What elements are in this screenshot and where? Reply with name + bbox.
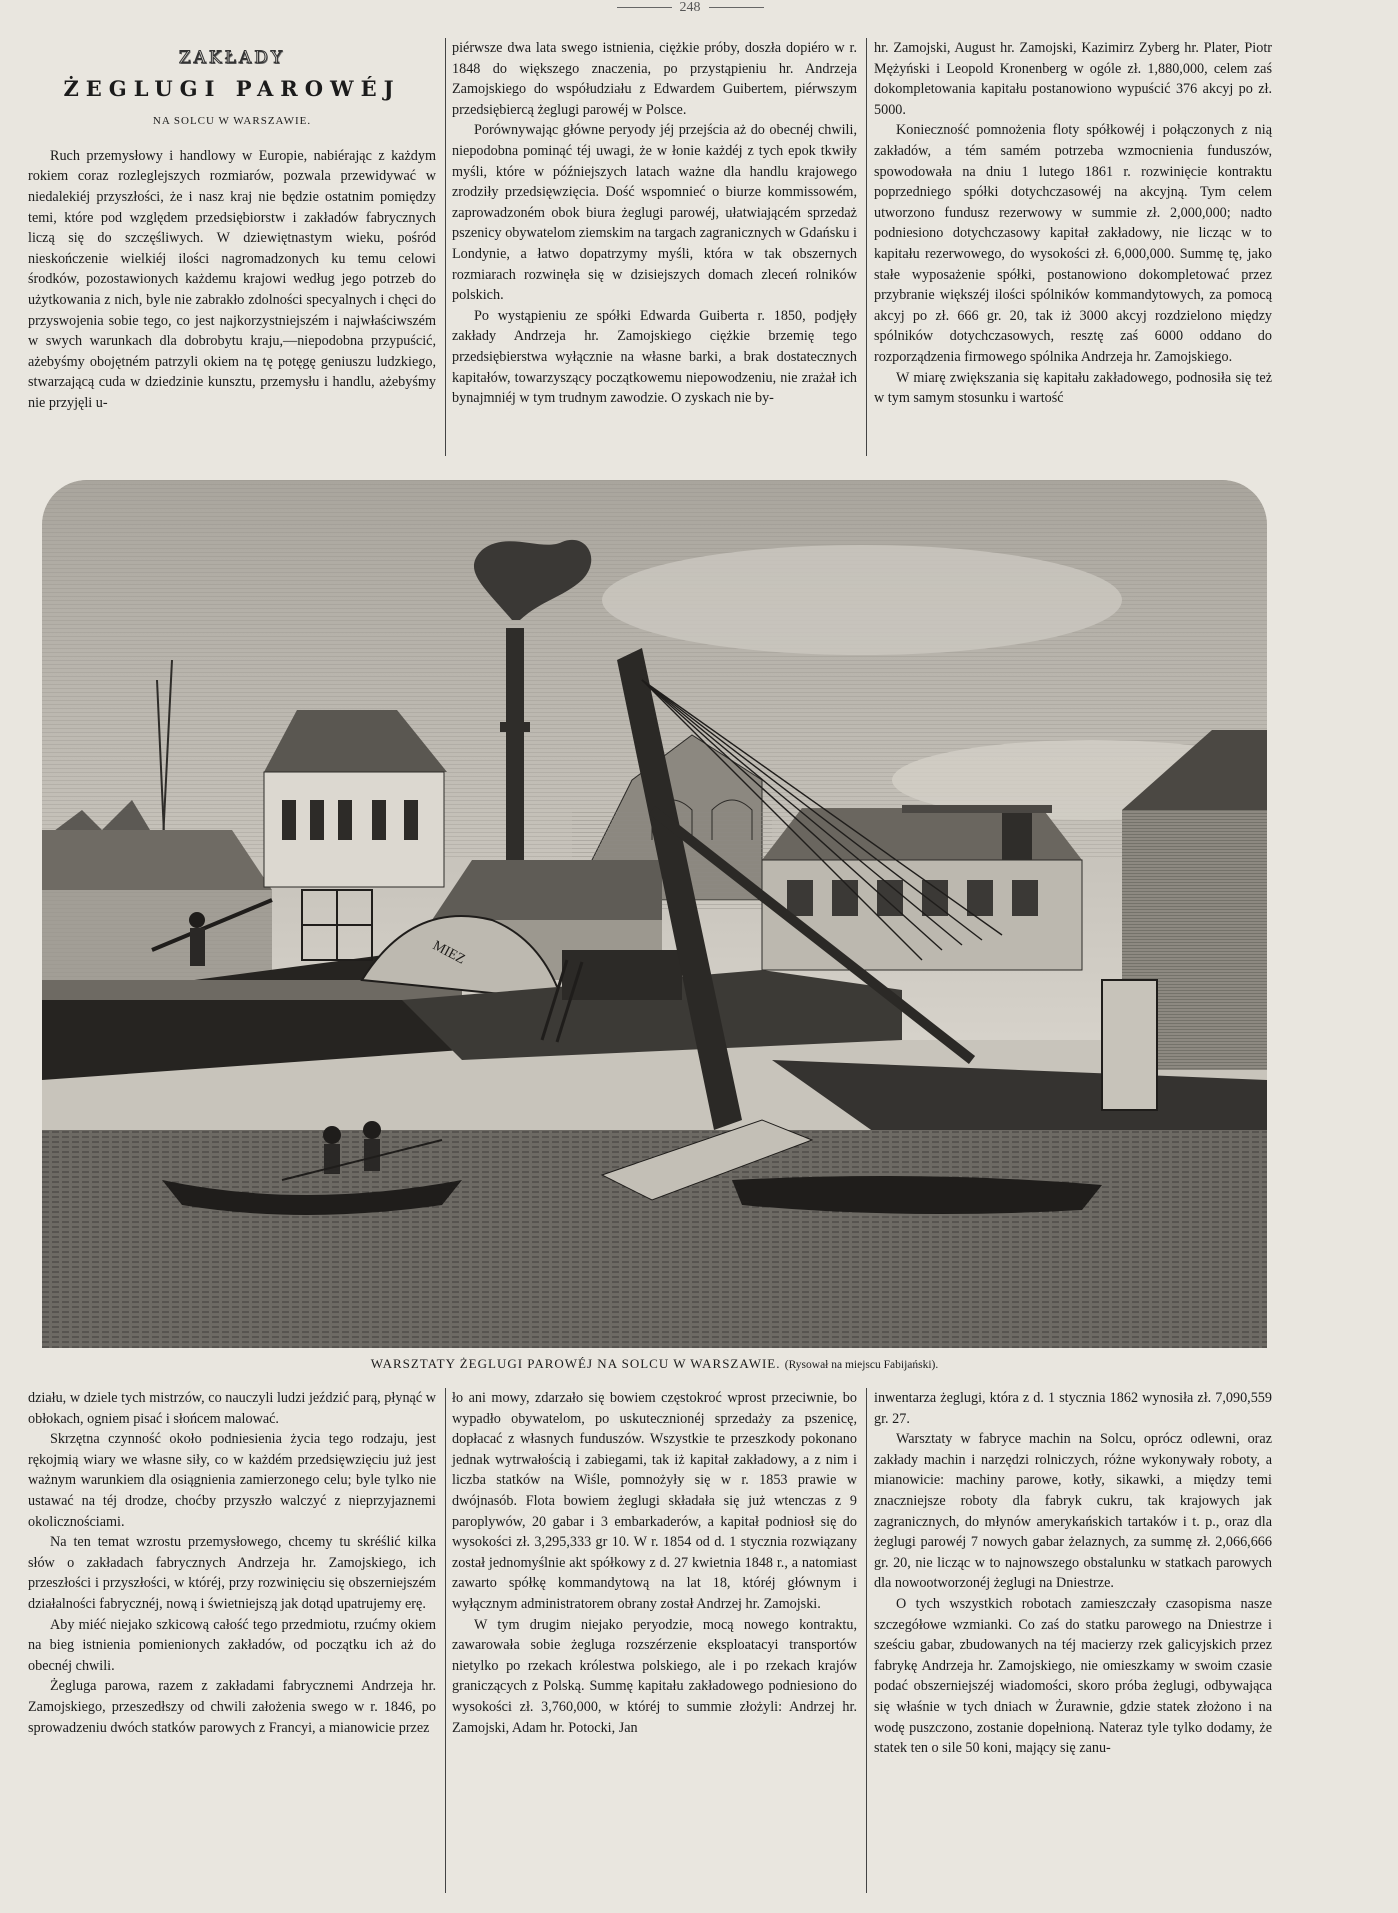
headline-subtitle: NA SOLCU W WARSZAWIE.: [152, 115, 312, 128]
bottom-column-2: [452, 1388, 857, 1738]
paragraph: Na ten temat wzrostu przemysłowego, chcemy tu skréślić kilka słów o zakładach fabrycznych Andrzeja hr. Zamojskiego, ich przeszłości i przyszłości, w któréj, przy rozwinięciu się obszerniejszém działalności fabrycznéj, nową i świetniejszą jak dotąd upatrujemy erę.: [28, 1534, 436, 1612]
headline-ornamental: ZAKŁADY: [178, 48, 286, 68]
paragraph: ło ani mowy, zdarzało się bowiem częstokroć wprost przeciwnie, bo wypadło obywatelom, po uskutecznionéj sprzedaży za pszenicę, dopłacać z własnych funduszów. Wszystkie te przeszkody pokonano jednak wytrwałością i zabiegami, tak iż kapitał zakładowy, a z nim i liczba statków na Wiśle, pomnożyły się w r. 1853 prawie w dwójnasób. Flota bowiem żeglugi składała się już wtenczas z 9 paroplywów, 20 gabar i 3 embarkaderów, a kapitał podniosł się do wysokości zł. 3,295,333 gr 10. W r. 1854 od d. 1 stycznia rozwiązany został jednomyślnie akt spółkowy z d. 27 kwietnia 1848 r., a natomiast zawarto spółkę kommandytową na lat 18, któréj głównym i wyłącznym administratorem obrany został Andrzej hr. Zamojski.: [452, 1390, 857, 1612]
paragraph: Żegluga parowa, razem z zakładami fabrycznemi Andrzeja hr. Zamojskiego, przeszedłszy od chwili założenia swego w r. 1846, po sprowadzeniu dwóch statków parowych z Francyi, a mianowicie przez: [28, 1678, 436, 1736]
headline-title: ŻEGLUGI PAROWÉJ: [63, 75, 401, 101]
column-divider: [445, 38, 446, 456]
column-divider: [445, 1388, 446, 1893]
bottom-column-3: [874, 1388, 1272, 1759]
factory-chimney: [506, 628, 524, 878]
page-number: 248: [590, 0, 790, 16]
column-divider: [866, 38, 867, 456]
paragraph: Konieczność pomnożenia floty spółkowéj i połączonych z nią zakładów, a tém samém potrzeba wzmocnienia funduszów, spowodowała na dniu 1 lutego 1861 r. rozwinięcie kontraktu poprzedniego spółki dotychczasowéj na akcyjną. Tym celem utworzono fundusz rezerwowy w summie zł. 2,000,000; nadto podniesiono dotychczasowy kapitał zakładowy, nie licząc w to kapitału rezerwowego, do wysokości zł. 6,000,000. Summę tę, jako stałe wyposażenie spółki, postanowiono dokompletować przez przybranie większéj ilości spólników kommandytowych, za pomocą akcyj po zł. 666 gr. 20, tak iż 3000 akcyj rozdzielono między spólników dotychczasowych, resztę zaś 6000 oddano do rozporządzenia firmowego spólnika Andrzeja hr. Zamojskiego.: [874, 122, 1272, 365]
paragraph: Ruch przemysłowy i handlowy w Europie, nabiérając z każdym rokiem coraz rozleglejszych rozmiarów, pozwala przewidywać w niedalekiéj przyszłości, że i nasz kraj nie będzie ostatnim pomiędzy temi, które pod względem przedsiębiorstw i zakładów fabrycznych liczą się do szczęśliwych. W dziewiętnastym wieku, pośród nieskończenie wielkiéj ilości nagromadzonych ku temu celowi środków, pozostawionych każdemu krajowi według jego potrzeb do użytkowania z nich, byle nie zabrakło zdolności specyalnych i chęci do przyswojenia sobie tego, co jest najkorzystniejszém i najwłaściwszém w swych warunkach dla dobrobytu kraju,—niepodobna przypuścić, ażebyśmy obojętném patrzyli okiem na tę potęgę geniuszu ludzkiego, stwarzającą cuda w dziedzinie kunsztu, przemysłu i handlu, ażebyśmy nie przyjęli u-: [28, 147, 436, 411]
paragraph: hr. Zamojski, August hr. Zamojski, Kazimirz Zyberg hr. Plater, Piotr Mężyński i Leopold Kronenberg w ogóle zł. 1,880,000, celem zaś dokompletowania kapitału postanowiono wypuścić 376 akcyj po zł. 5000.: [874, 40, 1272, 118]
top-column-3: [874, 38, 1272, 409]
paragraph: Warsztaty w fabryce machin na Solcu, oprócz odlewni, oraz zakłady machin i narzędzi rolniczych, różne wykonywały roboty, a mianowicie: machiny parowe, kotły, sikawki, a między temi znaczniejsze roboty dla fabryk cukru, tak krajowych jak zagranicznych, do młynów amerykańskich tartaków i t. p., oraz dla żeglugi parowéj 7 nowych gabar żelaznych, za summę zł. 2,066,666 gr. 20, nie licząc w to najnowszego obstalunku w statkach parowych dla nowootworzonéj żeglugi na Dniestrze.: [874, 1431, 1272, 1592]
article-headline: [28, 48, 436, 132]
paragraph: piérwsze dwa lata swego istnienia, ciężkie próby, doszła dopiéro w r. 1848 do większego znaczenia, po przystąpieniu hr. Andrzeja Zamojskiego do współudziału z Edwardem Guibertem, piérwszym przedsiębiercą żeglugi parowéj w Polsce.: [452, 40, 857, 118]
paragraph: Skrzętna czynność około podniesienia życia tego rodzaju, jest rękojmią wiary we własne siły, co w każdém przedsięwzięciu już jest ważnym warunkiem dla osiągnienia zamierzonego celu; byle tylko nie ustawać na téj drodze, choćby przyszło walczyć z nieprzyjaznemi okolicznościami.: [28, 1431, 436, 1530]
caption-title: WARSZTATY ŻEGLUGI PAROWÉJ NA SOLCU W WARSZAWIE.: [370, 1356, 781, 1371]
paragraph: W tym drugim niejako peryodzie, mocą nowego kontraktu, zawarowała sobie żegluga rozszérzenie eksploatacyi transportów nietylko po rzekach królestwa polskiego, ale i po rzekach krajów graniczących z Polską. Summę kapitału zakładowego podniesiono do wysokości zł. 3,760,000, w któréj to summie złożyli: Andrzej hr. Zamojski, Adam hr. Potocki, Jan: [452, 1616, 857, 1736]
illustration-caption: [42, 1356, 1267, 1372]
top-column-1: [28, 40, 436, 414]
engraving-illustration: [42, 480, 1267, 1348]
paragraph: działu, w dziele tych mistrzów, co nauczyli ludzi jeździć parą, płynąć w obłokach, ogniem pisać i słońcem malować.: [28, 1390, 436, 1427]
paragraph: W miarę zwiększania się kapitału zakładowego, podnosiła się też w tym samym stosunku i wartość: [874, 369, 1272, 407]
paragraph: inwentarza żeglugi, która z d. 1 stycznia 1862 wynosiła zł. 7,090,559 gr. 27.: [874, 1390, 1272, 1427]
top-column-2: [452, 38, 857, 409]
column-divider: [866, 1388, 867, 1893]
paragraph: Porównywając główne peryody jéj przejścia aż do obecnéj chwili, niepodobna pominąć téj uwagi, że w łonie każdéj z tych epok tkwiły myśli, które w późniejszych latach ważne dla handlu krajowego zrodziły przedsięwzięcia. Dość wspomnieć o biurze kommissowém, zaprowadzoném obok biura żeglugi parowéj, ułatwiającém sprzedaż pszenicy obywatelom ziemskim na targach zagranicznych w Gdańsku i Londynie, a łatwo dopatrzymy myśli, która w tak obszernych rozmiarach rozwinęła się w dzisiejszych domach zleceń rolników polskich.: [452, 122, 857, 304]
paragraph: Po wystąpieniu ze spółki Edwarda Guiberta r. 1850, podjęły zakłady Andrzeja hr. Zamojskiego ciężkie brzemię tego przedsiębierstwa wyłącznie na własne barki, a brak dostatecznych kapitałów, towarzyszący początkowemu niepowodzeniu, nie zrażał ich bynajmniéj w tym trudnym zawodzie. O zyskach nie by-: [452, 307, 857, 407]
paddle-box-name: MIEZ: [430, 938, 468, 968]
paragraph: Aby miéć niejako szkicową całość tego przedmiotu, rzućmy okiem na bieg istnienia pomienionych zakładów, od początku ich aż do obecnéj chwili.: [28, 1616, 436, 1674]
caption-credit: (Rysował na miejscu Fabijański).: [784, 1359, 939, 1371]
bottom-column-1: [28, 1388, 436, 1738]
paragraph: O tych wszystkich robotach zamieszczały czasopisma nasze szczegółowe wzmianki. Co zaś do statku parowego na Dniestrze i sześciu gabar, zbudowanych na téj macierzy rzek galicyjskich przez fabrykę Andrzeja hr. Zamojskiego, nie omieszkamy w swoim czasie podać obszerniejszéj wiadomości, skoro próba żeglugi, odbywająca się właśnie w tych dniach w Żurawnie, gdzie statek złożono i na wodę puszczono, zostanie dopełnioną. Nateraz tyle tylko dodamy, że statek ten o sile 50 koni, mający się zanu-: [874, 1595, 1272, 1757]
